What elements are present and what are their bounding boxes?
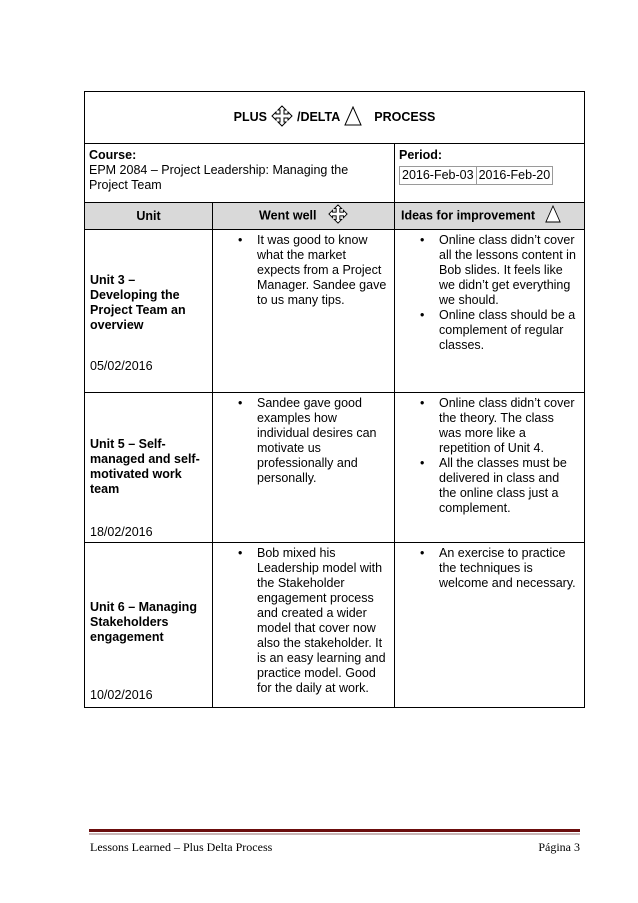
- unit-cell: [85, 543, 213, 708]
- unit-cell: [85, 393, 213, 543]
- unit-date: 10/02/2016: [90, 688, 153, 702]
- unit-title: Unit 5 – Self-managed and self-motivated work team: [90, 437, 200, 496]
- footer-rule-shadow: [89, 833, 580, 835]
- period-label: Period:: [399, 148, 443, 162]
- unit-date: 18/02/2016: [90, 525, 153, 539]
- table-row: [85, 543, 585, 708]
- list-item: • Online class didn’t cover all the lessons content in Bob slides. It feels like we didn’t get everything we should.: [396, 233, 579, 308]
- column-header-row: [85, 203, 585, 230]
- four-way-arrow-icon: [328, 204, 348, 228]
- table-row: [85, 230, 585, 393]
- course-value: EPM 2084 – Project Leadership: Managing the Project Team: [89, 163, 349, 192]
- footer-rule: [89, 829, 580, 832]
- list-item: • Online class didn’t cover the theory. The class was more like a repetition of Unit 4.: [396, 396, 579, 456]
- form-title: [85, 92, 585, 144]
- list-item: • It was good to know what the market expects from a Project Manager. Sandee gave to us many tips.: [214, 233, 389, 308]
- period-start: 2016-Feb-03: [399, 166, 477, 185]
- triangle-icon: [344, 106, 362, 130]
- went-well-cell: [213, 543, 395, 708]
- list-item: • Bob mixed his Leadership model with the Stakeholder engagement process and created a wider model that cover now also the stakeholder. It is an easy learning and practice model. Good for the daily at work.: [214, 546, 389, 696]
- period-end: 2016-Feb-20: [477, 166, 554, 185]
- ideas-cell: [395, 230, 585, 393]
- unit-title: Unit 3 – Developing the Project Team an overview: [90, 273, 186, 332]
- four-way-arrow-icon: [271, 105, 293, 131]
- went-well-label: Went well: [259, 208, 317, 223]
- course-cell: [85, 144, 395, 203]
- title-process: PROCESS: [374, 110, 436, 124]
- course-label: Course:: [89, 148, 137, 162]
- unit-title: Unit 6 – Managing Stakeholders engagement: [90, 600, 197, 644]
- footer-title: Lessons Learned – Plus Delta Process: [90, 840, 273, 854]
- period-cell: [395, 144, 585, 203]
- plus-delta-table: [84, 91, 585, 708]
- ideas-cell: [395, 543, 585, 708]
- list-item: • Online class should be a complement of regular classes.: [396, 308, 579, 353]
- column-header-went-well: [213, 203, 395, 230]
- unit-cell: [85, 230, 213, 393]
- column-header-unit: Unit: [85, 203, 213, 230]
- ideas-label: Ideas for improvement: [401, 208, 536, 223]
- list-item: • All the classes must be delivered in class and the online class just a complement.: [396, 456, 579, 516]
- title-delta: /DELTA: [296, 110, 341, 124]
- page-number: Página 3: [538, 840, 580, 854]
- went-well-cell: [213, 230, 395, 393]
- column-header-ideas: [395, 203, 585, 230]
- ideas-cell: [395, 393, 585, 543]
- list-item: • An exercise to practice the techniques is welcome and necessary.: [396, 546, 579, 591]
- triangle-icon: [545, 205, 561, 227]
- plus-delta-form: [84, 91, 584, 708]
- title-plus: PLUS: [233, 110, 267, 124]
- unit-date: 05/02/2016: [90, 359, 153, 373]
- table-row: [85, 393, 585, 543]
- went-well-cell: [213, 393, 395, 543]
- list-item: • Sandee gave good examples how individual desires can motivate us professionally and personally.: [214, 396, 389, 486]
